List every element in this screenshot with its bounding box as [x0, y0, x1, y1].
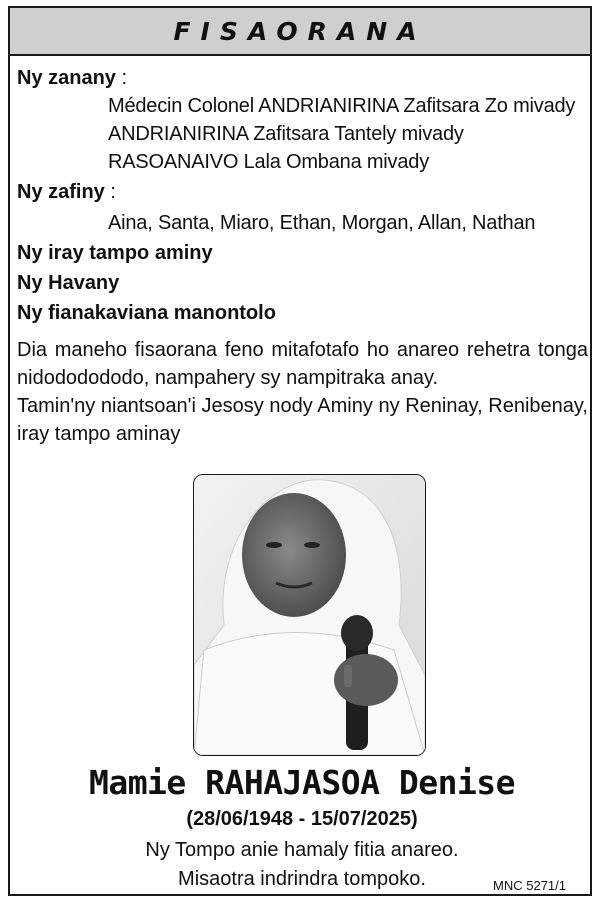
thanks-paragraph: Dia maneho fisaorana feno mitafotafo ho anareo rehetra tonga nidododododo, nampahery sy nampitraka anay. [17, 339, 588, 389]
notice-body [10, 56, 590, 448]
closing-line: Misaotra indrindra tompoko. [178, 868, 426, 890]
zanany-line: Médecin Colonel ANDRIANIRINA Zafitsara Zo mivady [108, 95, 576, 117]
zanany-line: ANDRIANIRINA Zafitsara Tantely mivady [108, 123, 464, 145]
reference-code: MNC 5271/1 [493, 878, 566, 893]
zanany-colon: : [115, 67, 128, 89]
portrait-image [194, 475, 425, 755]
zafiny-label: Ny zafiny [17, 181, 105, 203]
zafiny-colon: : [104, 181, 116, 203]
notice-header [10, 8, 590, 56]
zafiny-line: Aina, Santa, Miaro, Ethan, Morgan, Allan, Nathan [108, 212, 536, 234]
portrait-photo [193, 474, 426, 756]
zafiny-heading [17, 178, 590, 206]
relative-group: Ny iray tampo aminy [17, 242, 213, 264]
notice-frame [8, 6, 592, 896]
relative-group: Ny fianakaviana manontolo [17, 302, 276, 324]
closing-line: Ny Tompo anie hamaly fitia anareo. [145, 839, 459, 861]
zanany-heading [17, 64, 590, 92]
thanks-paragraph: Tamin'ny niantsoan'i Jesosy nody Aminy ny Reninay, Renibenay, iray tampo aminay [17, 395, 588, 445]
zanany-label: Ny zanany [17, 67, 116, 89]
deceased-name: Mamie RAHAJASOA Denise [88, 763, 516, 802]
zanany-line: RASOANAIVO Lala Ombana mivady [108, 151, 429, 173]
thanks-message [17, 336, 590, 448]
notice-title: FISAORANA [173, 16, 427, 46]
relative-group: Ny Havany [17, 272, 120, 294]
life-dates: (28/06/1948 - 15/07/2025) [186, 808, 418, 830]
